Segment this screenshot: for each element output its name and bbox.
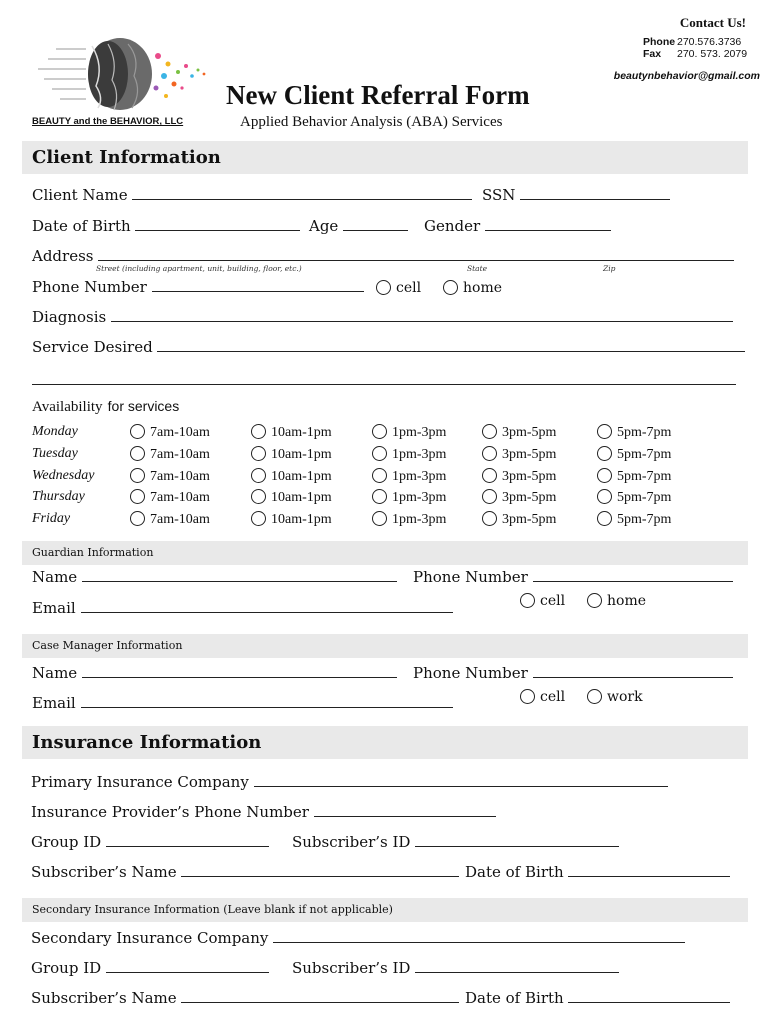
radio-icon[interactable]	[130, 489, 145, 504]
company-name: BEAUTY and the BEHAVIOR, LLC	[32, 116, 184, 127]
radio-icon[interactable]	[587, 689, 602, 704]
secondary-dob-field[interactable]	[568, 989, 730, 1003]
group-id-row	[31, 833, 269, 851]
ssn-row	[482, 186, 670, 204]
slot-label: 1pm-3pm	[392, 512, 447, 527]
phone-number-row	[32, 278, 364, 296]
case-manager-section-band	[22, 634, 748, 658]
service-field[interactable]	[157, 338, 745, 352]
dob-label: Date of Birth	[32, 217, 131, 235]
client-phone-cell-option[interactable]	[376, 280, 421, 296]
secondary-company-field[interactable]	[273, 929, 685, 943]
address-field[interactable]	[98, 247, 734, 261]
logo	[8, 36, 208, 116]
gender-row	[424, 217, 611, 235]
availability-slot-option[interactable]	[372, 489, 446, 506]
radio-icon[interactable]	[130, 468, 145, 483]
availability-slot-option[interactable]	[597, 446, 671, 463]
dob-field[interactable]	[135, 217, 300, 231]
guardian-phone-label: Phone Number	[413, 568, 528, 586]
availability-slot-option[interactable]	[597, 511, 671, 528]
availability-heading	[32, 396, 179, 416]
home-label: home	[463, 280, 503, 296]
contact-email: beautynbehavior@gmail.com	[613, 70, 760, 82]
day-label: Wednesday	[32, 468, 95, 483]
secondary-dob-label: Date of Birth	[465, 989, 564, 1007]
gender-label: Gender	[424, 217, 481, 235]
radio-icon[interactable]	[587, 593, 602, 608]
service-row	[32, 338, 745, 356]
availability-slot-option[interactable]	[130, 511, 210, 528]
slot-label: 10am-1pm	[271, 447, 332, 462]
cell-label: cell	[396, 280, 422, 296]
client-section-title: Client Information	[32, 147, 221, 168]
availability-slot-option[interactable]	[251, 468, 332, 485]
subscriber-dob-label: Date of Birth	[465, 863, 564, 881]
diagnosis-row	[32, 308, 733, 326]
secondary-subscriber-name-row	[31, 989, 459, 1007]
phone-label: Phone	[643, 36, 676, 48]
radio-icon[interactable]	[597, 489, 612, 504]
slot-label: 7am-10am	[150, 469, 210, 484]
case-manager-phone-field[interactable]	[533, 664, 733, 678]
phone-number-label: Phone Number	[32, 278, 147, 296]
slot-label: 10am-1pm	[271, 512, 332, 527]
radio-icon[interactable]	[251, 446, 266, 461]
subscriber-name-field[interactable]	[181, 863, 459, 877]
radio-icon[interactable]	[520, 689, 535, 704]
availability-slot-option[interactable]	[130, 489, 210, 506]
radio-icon[interactable]	[376, 280, 391, 295]
slot-label: 1pm-3pm	[392, 447, 447, 462]
radio-icon[interactable]	[372, 424, 387, 439]
availability-slot-option[interactable]	[482, 489, 556, 506]
address-label: Address	[32, 247, 94, 265]
subscriber-name-label: Subscriber’s Name	[31, 863, 177, 881]
address-street-hint: Street (including apartment, unit, building, floor, etc.)	[96, 264, 302, 273]
slot-label: 7am-10am	[150, 512, 210, 527]
radio-icon[interactable]	[372, 489, 387, 504]
case-manager-email-field[interactable]	[81, 694, 453, 708]
slot-label: 3pm-5pm	[502, 490, 557, 505]
gender-field[interactable]	[485, 217, 611, 231]
radio-icon[interactable]	[251, 468, 266, 483]
brain-logo-icon	[8, 36, 208, 116]
subscriber-dob-field[interactable]	[568, 863, 730, 877]
secondary-company-row	[31, 929, 685, 947]
day-label: Monday	[32, 424, 78, 439]
slot-label: 5pm-7pm	[617, 425, 672, 440]
service-field-continued[interactable]	[32, 384, 736, 385]
radio-icon[interactable]	[597, 511, 612, 526]
age-field[interactable]	[343, 217, 408, 231]
case-manager-cell-option[interactable]	[520, 689, 565, 705]
dob-row	[32, 217, 300, 235]
availability-slot-option[interactable]	[372, 511, 446, 528]
slot-label: 7am-10am	[150, 425, 210, 440]
case-manager-section-title: Case Manager Information	[32, 639, 183, 652]
client-name-field[interactable]	[132, 186, 472, 200]
availability-slot-option[interactable]	[482, 468, 556, 485]
cell-label: cell	[540, 689, 566, 705]
phone-value: 270.576.3736	[677, 36, 742, 48]
radio-icon[interactable]	[482, 468, 497, 483]
provider-phone-label: Insurance Provider’s Phone Number	[31, 803, 309, 821]
cell-label: cell	[540, 593, 566, 609]
guardian-cell-option[interactable]	[520, 593, 565, 609]
group-id-label: Group ID	[31, 833, 102, 851]
fax-value: 270. 573. 2079	[677, 48, 748, 60]
slot-label: 3pm-5pm	[502, 469, 557, 484]
service-label: Service Desired	[32, 338, 153, 356]
diagnosis-field[interactable]	[111, 308, 733, 322]
secondary-section-title: Secondary Insurance Information (Leave blank if not applicable)	[32, 903, 393, 916]
guardian-name-field[interactable]	[82, 568, 397, 582]
slot-label: 5pm-7pm	[617, 447, 672, 462]
case-manager-name-label: Name	[32, 664, 78, 682]
provider-phone-row	[31, 803, 496, 821]
subscriber-id-field[interactable]	[415, 833, 619, 847]
subscriber-id-label: Subscriber’s ID	[292, 833, 411, 851]
slot-label: 5pm-7pm	[617, 512, 672, 527]
age-row	[309, 217, 408, 235]
subscriber-dob-row	[465, 863, 730, 881]
secondary-group-id-field[interactable]	[106, 959, 269, 973]
diagnosis-label: Diagnosis	[32, 308, 107, 326]
slot-label: 7am-10am	[150, 447, 210, 462]
secondary-subscriber-id-label: Subscriber’s ID	[292, 959, 411, 977]
guardian-name-row	[32, 568, 397, 586]
availability-suffix: for services	[107, 398, 180, 414]
radio-icon[interactable]	[130, 511, 145, 526]
availability-slot-option[interactable]	[372, 424, 446, 441]
secondary-subscriber-name-label: Subscriber’s Name	[31, 989, 177, 1007]
subscriber-name-row	[31, 863, 459, 881]
guardian-home-option[interactable]	[587, 593, 646, 609]
provider-phone-field[interactable]	[314, 803, 496, 817]
radio-icon[interactable]	[251, 489, 266, 504]
availability-slot-option[interactable]	[597, 489, 671, 506]
day-label: Thursday	[32, 489, 85, 504]
availability-slot-option[interactable]	[482, 446, 556, 463]
availability-slot-option[interactable]	[597, 424, 671, 441]
case-manager-name-row	[32, 664, 397, 682]
case-manager-work-option[interactable]	[587, 689, 643, 705]
availability-slot-option[interactable]	[130, 446, 210, 463]
availability-slot-option[interactable]	[372, 468, 446, 485]
guardian-section-band	[22, 541, 748, 565]
slot-label: 10am-1pm	[271, 490, 332, 505]
availability-slot-option[interactable]	[482, 424, 556, 441]
slot-label: 3pm-5pm	[502, 512, 557, 527]
availability-slot-option[interactable]	[251, 446, 332, 463]
client-name-row	[32, 186, 472, 204]
ssn-label: SSN	[482, 186, 516, 204]
secondary-group-id-row	[31, 959, 269, 977]
primary-company-field[interactable]	[254, 773, 668, 787]
availability-slot-option[interactable]	[130, 468, 210, 485]
radio-icon[interactable]	[251, 511, 266, 526]
address-zip-hint: Zip	[603, 264, 616, 273]
radio-icon[interactable]	[372, 468, 387, 483]
secondary-dob-row	[465, 989, 730, 1007]
day-label: Tuesday	[32, 446, 78, 461]
secondary-subscriber-id-field[interactable]	[415, 959, 619, 973]
guardian-email-row	[32, 599, 453, 617]
availability-slot-option[interactable]	[251, 511, 332, 528]
day-label: Friday	[32, 511, 71, 526]
radio-icon[interactable]	[372, 511, 387, 526]
radio-icon[interactable]	[482, 511, 497, 526]
fax-label: Fax	[643, 48, 662, 60]
address-row	[32, 247, 734, 265]
insurance-section-title: Insurance Information	[32, 732, 262, 753]
radio-icon[interactable]	[130, 446, 145, 461]
guardian-email-field[interactable]	[81, 599, 453, 613]
case-manager-phone-label: Phone Number	[413, 664, 528, 682]
radio-icon[interactable]	[130, 424, 145, 439]
availability-slot-option[interactable]	[372, 446, 446, 463]
radio-icon[interactable]	[443, 280, 458, 295]
insurance-section-band	[22, 726, 748, 759]
age-label: Age	[309, 217, 339, 235]
subscriber-id-row	[292, 833, 619, 851]
slot-label: 1pm-3pm	[392, 469, 447, 484]
radio-icon[interactable]	[251, 424, 266, 439]
guardian-name-label: Name	[32, 568, 78, 586]
secondary-subscriber-id-row	[292, 959, 619, 977]
client-phone-home-option[interactable]	[443, 280, 502, 296]
radio-icon[interactable]	[597, 446, 612, 461]
form-title: New Client Referral Form	[226, 80, 530, 110]
availability-slot-option[interactable]	[251, 489, 332, 506]
form-subtitle: Applied Behavior Analysis (ABA) Services	[240, 114, 503, 130]
primary-company-label: Primary Insurance Company	[31, 773, 249, 791]
slot-label: 7am-10am	[150, 490, 210, 505]
radio-icon[interactable]	[597, 468, 612, 483]
secondary-section-band	[22, 898, 748, 922]
availability-slot-option[interactable]	[597, 468, 671, 485]
guardian-phone-field[interactable]	[533, 568, 733, 582]
address-state-hint: State	[467, 264, 488, 273]
availability-label: Availability	[32, 399, 103, 415]
fax-row	[643, 48, 747, 60]
client-section-band	[22, 141, 748, 174]
slot-label: 10am-1pm	[271, 425, 332, 440]
guardian-phone-row	[413, 568, 733, 586]
slot-label: 5pm-7pm	[617, 469, 672, 484]
secondary-group-id-label: Group ID	[31, 959, 102, 977]
case-manager-email-label: Email	[32, 694, 76, 712]
ssn-field[interactable]	[520, 186, 670, 200]
radio-icon[interactable]	[482, 424, 497, 439]
client-name-label: Client Name	[32, 186, 128, 204]
case-manager-name-field[interactable]	[82, 664, 397, 678]
slot-label: 1pm-3pm	[392, 425, 447, 440]
slot-label: 3pm-5pm	[502, 447, 557, 462]
phone-row	[643, 36, 741, 48]
contact-title: Contact Us!	[679, 15, 746, 30]
case-manager-email-row	[32, 694, 453, 712]
slot-label: 3pm-5pm	[502, 425, 557, 440]
primary-company-row	[31, 773, 668, 791]
guardian-section-title: Guardian Information	[32, 546, 154, 559]
availability-slot-option[interactable]	[251, 424, 332, 441]
home-label: home	[607, 593, 647, 609]
radio-icon[interactable]	[482, 446, 497, 461]
radio-icon[interactable]	[597, 424, 612, 439]
radio-icon[interactable]	[372, 446, 387, 461]
secondary-subscriber-name-field[interactable]	[181, 989, 459, 1003]
slot-label: 10am-1pm	[271, 469, 332, 484]
group-id-field[interactable]	[106, 833, 269, 847]
slot-label: 5pm-7pm	[617, 490, 672, 505]
radio-icon[interactable]	[482, 489, 497, 504]
work-label: work	[607, 689, 643, 705]
secondary-company-label: Secondary Insurance Company	[31, 929, 269, 947]
availability-slot-option[interactable]	[482, 511, 556, 528]
phone-number-field[interactable]	[152, 278, 364, 292]
case-manager-phone-row	[413, 664, 733, 682]
availability-slot-option[interactable]	[130, 424, 210, 441]
guardian-email-label: Email	[32, 599, 76, 617]
slot-label: 1pm-3pm	[392, 490, 447, 505]
radio-icon[interactable]	[520, 593, 535, 608]
